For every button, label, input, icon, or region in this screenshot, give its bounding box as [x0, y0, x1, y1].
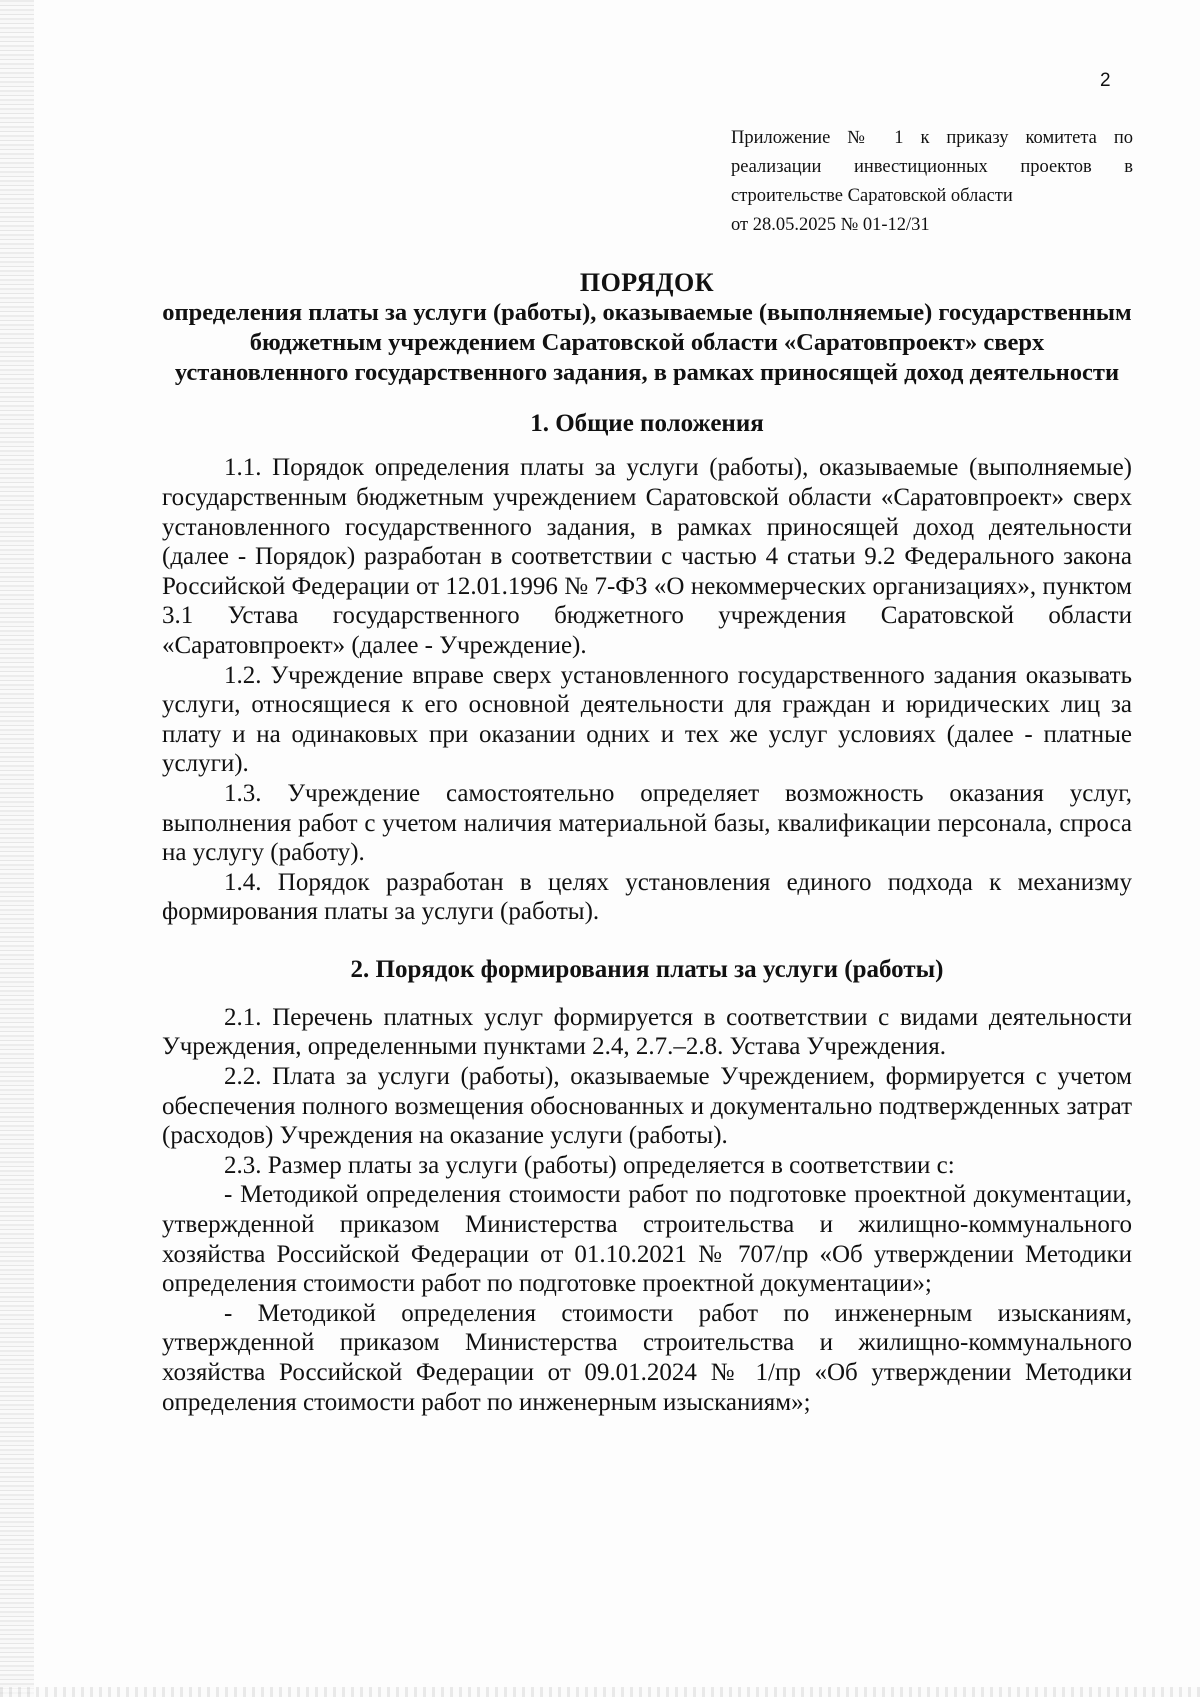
paragraph-1-3: 1.3. Учреждение самостоятельно определяет возможность оказания услуг, выполнения работ с учетом наличия материальной базы, квалификации персонала, спроса на услугу (работу). — [162, 779, 1132, 867]
section-heading-general: 1. Общие положения — [530, 410, 764, 438]
list-item-design-methodology: - Методикой определения стоимости работ по подготовке проектной документации, утвержденной приказом Министерства строительства и жилищно-коммунального хозяйства Российской Федерации от 01.10.2021 № 707/пр «Об утверждении Методики определения стоимости работ по подготовке проектной документации»; — [162, 1181, 1132, 1298]
paragraph-2-2: 2.2. Плата за услуги (работы), оказываемые Учреждением, формируется с учетом обеспечения полного возмещения обоснованных и документально подтвержденных затрат (расходов) Учреждения на оказание услуги (работы). — [162, 1063, 1132, 1150]
list-item-survey-methodology: - Методикой определения стоимости работ по инженерным изысканиям, утвержденной приказом Министерства строительства и жилищно-коммунального хозяйства Российской Федерации от 09.01.2024 № 1/пр «Об утверждении Методики определения стоимости работ по инженерным изысканиям»; — [162, 1299, 1132, 1416]
paragraph-2-3: 2.3. Размер платы за услуги (работы) определяется в соответствии с: — [224, 1151, 955, 1179]
appendix-line: от 28.05.2025 № 01-12/31 — [731, 215, 930, 235]
paragraph-1-1: 1.1. Порядок определения платы за услуги (работы), оказываемые (выполняемые) государственным бюджетным учреждением Саратовской области «Саратовпроект» сверх установленного государственного задания, в рамках приносящей доход деятельности (далее - Порядок) разработан в соответствии с частью 4 статьи 9.2 Федерального закона Российской Федерации от 12.01.1996 № 7-ФЗ «О некоммерческих организациях», пунктом 3.1 Устава государственного бюджетного учреждения Саратовской области «Саратовпроект» (далее - Учреждение). — [162, 454, 1132, 659]
appendix-line: реализации инвестиционных проектов в — [731, 157, 1133, 177]
document-title: ПОРЯДОК — [579, 268, 715, 297]
section-heading-fee-formation: 2. Порядок формирования платы за услуги (работы) — [350, 955, 944, 983]
paragraph-1-2: 1.2. Учреждение вправе сверх установленного государственного задания оказывать услуги, относящиеся к его основной деятельности для граждан и юридических лиц за плату и на одинаковых при оказании одних и тех же услуг условиях (далее - платные услуги). — [162, 661, 1132, 778]
document-body — [162, 268, 1132, 1417]
paragraph-2-1: 2.1. Перечень платных услуг формируется в соответствии с видами деятельности Учреждения, определенными пунктами 2.4, 2.7.–2.8. Устава Учреждения. — [162, 1003, 1132, 1061]
appendix-line: Приложение № 1 к приказу комитета по — [731, 128, 1133, 148]
document-subtitle: определения платы за услуги (работы), оказываемые (выполняемые) государственным бюджетным учреждением Саратовской области «Саратовпроект» сверх установленного государственного задания, в рамках приносящей доход деятельности — [162, 299, 1132, 386]
paragraph-1-4: 1.4. Порядок разработан в целях установления единого подхода к механизму формирования платы за услуги (работы). — [162, 868, 1132, 926]
scan-bottom-artifact — [0, 1687, 1200, 1697]
appendix-reference — [731, 124, 1133, 240]
page-number: 2 — [1100, 70, 1111, 91]
appendix-line: строительстве Саратовской области — [731, 186, 1013, 206]
scan-edge-artifact — [0, 0, 34, 1697]
